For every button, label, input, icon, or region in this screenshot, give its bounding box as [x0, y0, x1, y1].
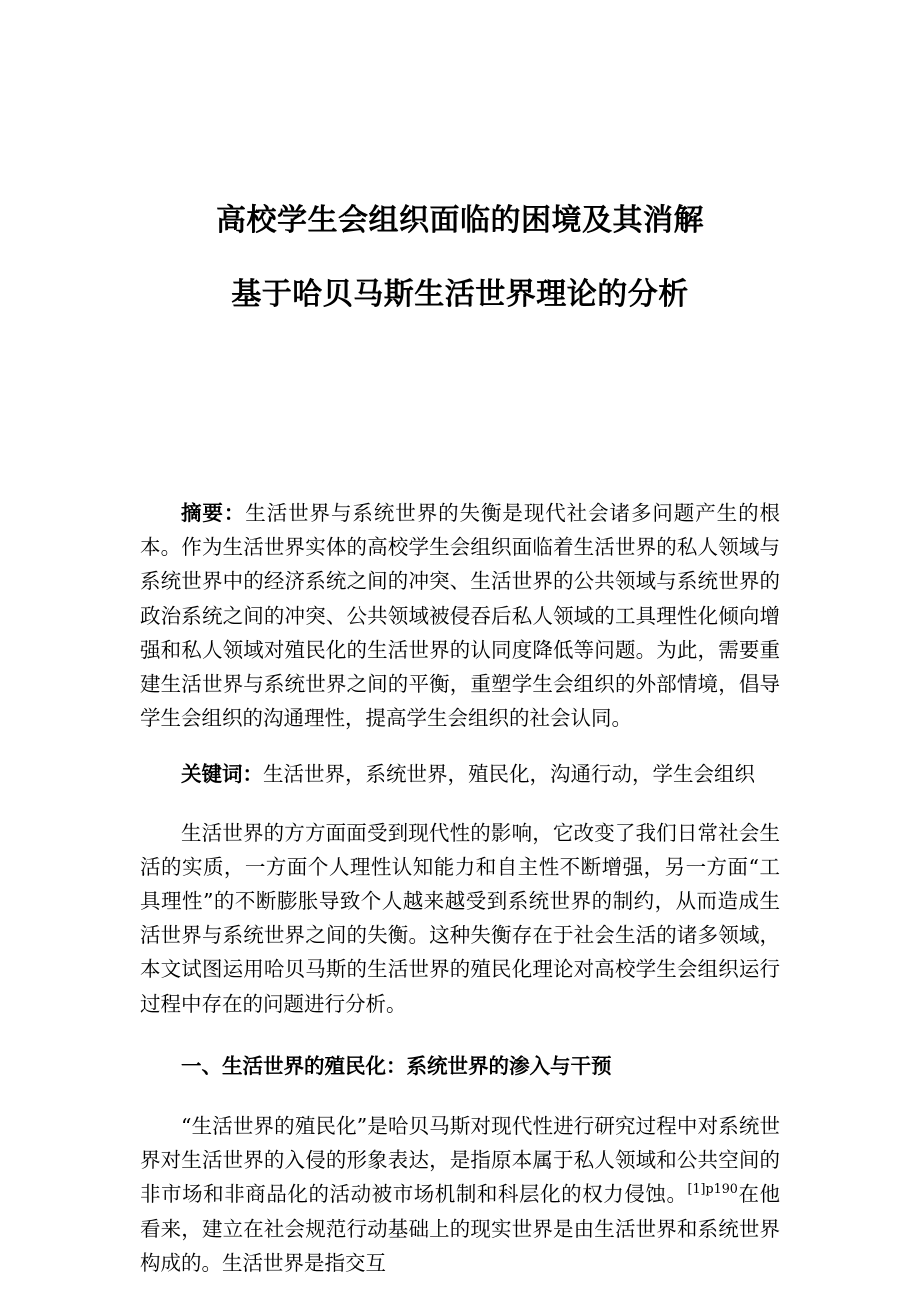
title-line-2: 基于哈贝马斯生活世界理论的分析 [231, 277, 689, 312]
citation-reference: [1]p190 [687, 1181, 738, 1197]
keywords-text: 生活世界，系统世界，殖民化，沟通行动，学生会组织 [263, 762, 755, 787]
intro-paragraph: 生活世界的方方面面受到现代性的影响，它改变了我们日常社会生活的实质，一方面个人理性认知能力和自主性不断增强，另一方面“工具理性”的不断膨胀导致个人越来越受到系统世界的制约，从而造成生活世界与系统世界之间的失衡。这种失衡存在于社会生活的诸多领域，本文试图运用哈贝马斯的生活世界的殖民化理论对高校学生会组织运行过程中存在的问题进行分析。 [140, 820, 780, 1016]
keywords-label: 关键词： [181, 762, 263, 787]
abstract-text: 生活世界与系统世界的失衡是现代社会诸多问题产生的根本。作为生活世界实体的高校学生会组织面临着生活世界的私人领域与系统世界中的经济系统之间的冲突、生活世界的公共领域与系统世界的政治系统之间的冲突、公共领域被侵吞后私人领域的工具理性化倾向增强和私人领域对殖民化的生活世界的认同度降低等问题。为此，需要重建生活世界与系统世界之间的平衡，重塑学生会组织的外部情境，倡导学生会组织的沟通理性，提高学生会组织的社会认同。 [140, 501, 781, 731]
section-body-paragraph [140, 1109, 780, 1280]
document-text-column [140, 0, 780, 1280]
section-heading-1: 一、生活世界的殖民化：系统世界的渗入与干预 [181, 1053, 612, 1078]
keywords-paragraph [140, 757, 780, 791]
title-line-1: 高校学生会组织面临的困境及其消解 [216, 203, 704, 238]
document-title [140, 0, 780, 332]
section-body-text-part1: “生活世界的殖民化”是哈贝马斯对现代性进行研究过程中对系统世界对生活世界的入侵的形象表达，是指原本属于私人领域和公共空间的非市场和非商品化的活动被市场机制和科层化的权力侵蚀。 [140, 1114, 780, 1207]
abstract-paragraph [140, 496, 780, 735]
abstract-label: 摘要： [181, 501, 246, 525]
section-body-text-part2: 在他看来，建立在社会规范行动基础上的现实世界是由生活世界和系统世界构成的。生活世界是指交互 [140, 1182, 781, 1275]
